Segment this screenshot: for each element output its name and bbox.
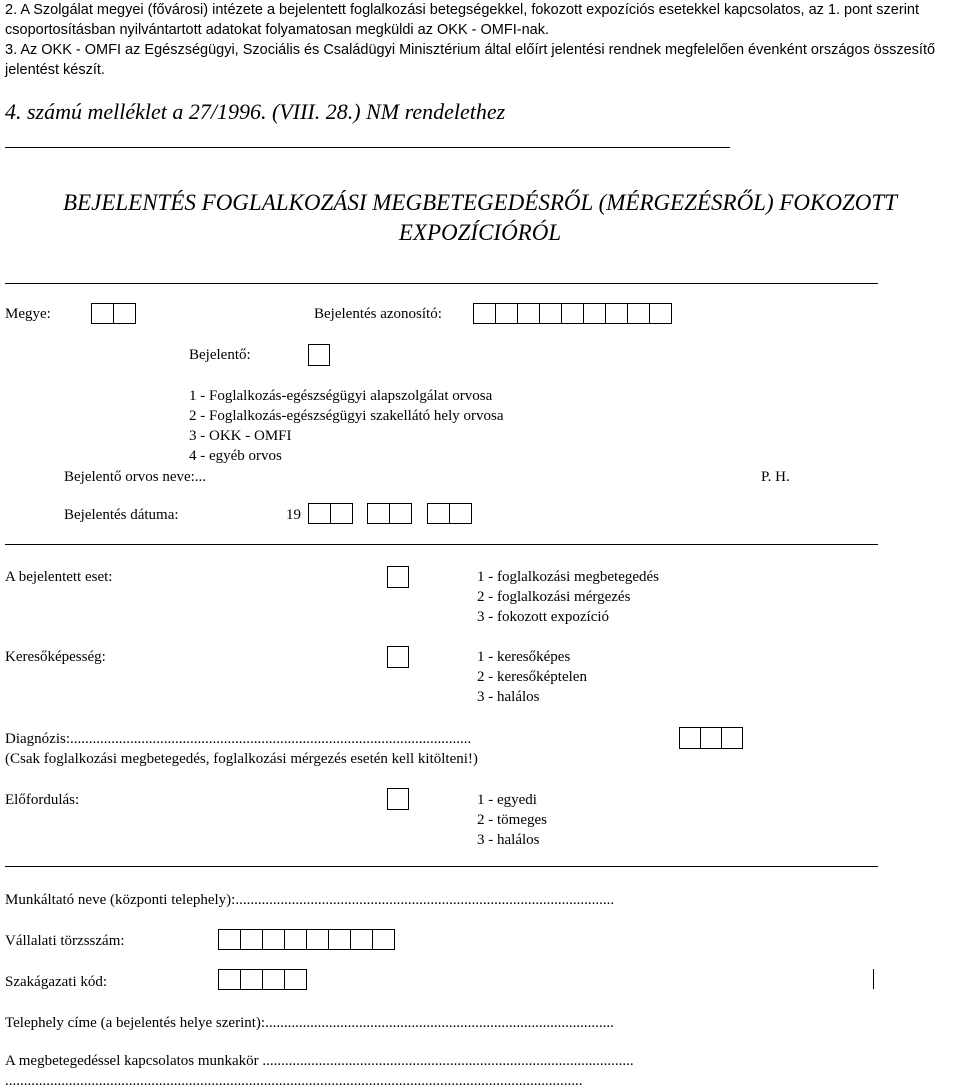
input-box[interactable]	[389, 503, 412, 524]
intro-paragraph-3: 3. Az OKK - OMFI az Egészségügyi, Szociális és Családügyi Minisztérium által előírt jelentési rendnek megfelelően évenként országos összesítő jelentést készít.	[5, 42, 936, 78]
ph-label: P. H.	[761, 469, 790, 485]
input-box[interactable]	[367, 503, 390, 524]
report-id-label: Bejelentés azonosító:	[314, 306, 442, 322]
capacity-box[interactable]	[387, 646, 408, 668]
reporter-box[interactable]	[308, 344, 329, 366]
continuation-dots: ..........................................................................................................................................................	[5, 1073, 583, 1089]
section-divider	[5, 866, 878, 867]
title-divider	[5, 283, 878, 284]
report-date-label: Bejelentés dátuma:	[64, 507, 179, 523]
month-boxes[interactable]	[367, 503, 411, 524]
employer-name-label: Munkáltató neve (központi telephely):.....................................................................................................	[5, 892, 615, 908]
input-box[interactable]	[113, 303, 136, 324]
case-label: A bejelentett eset:	[5, 569, 113, 585]
input-box[interactable]	[240, 929, 263, 950]
job-label: A megbetegedéssel kapcsolatos munkakör ...................................................................................................	[5, 1053, 634, 1069]
reporter-option-3: 3 - OKK - OMFI	[189, 428, 292, 444]
reporter-option-2: 2 - Foglalkozás-egészségügyi szakellátó hely orvosa	[189, 408, 504, 424]
doctor-name-label: Bejelentő orvos neve:...	[64, 469, 207, 485]
year-prefix: 19	[286, 507, 301, 523]
input-box[interactable]	[700, 727, 722, 749]
case-option-2: 2 - foglalkozási mérgezés	[477, 589, 631, 605]
section-divider	[5, 544, 878, 545]
reporter-option-4: 4 - egyéb orvos	[189, 448, 282, 464]
case-option-3: 3 - fokozott expozíció	[477, 609, 610, 625]
margin-mark	[873, 969, 874, 989]
input-box[interactable]	[387, 646, 409, 668]
reporter-label: Bejelentő:	[189, 347, 251, 363]
diagnosis-note: (Csak foglalkozási megbetegedés, foglalkozási mérgezés esetén kell kitölteni!)	[5, 751, 478, 767]
input-box[interactable]	[308, 503, 331, 524]
occurrence-box[interactable]	[387, 788, 408, 810]
occurrence-option-3: 3 - halálos	[477, 832, 540, 848]
day-boxes[interactable]	[427, 503, 471, 524]
input-box[interactable]	[627, 303, 650, 324]
input-box[interactable]	[306, 929, 329, 950]
input-box[interactable]	[427, 503, 450, 524]
company-reg-boxes[interactable]	[218, 929, 394, 950]
capacity-label: Keresőképesség:	[5, 649, 106, 665]
input-box[interactable]	[721, 727, 743, 749]
industry-code-boxes[interactable]	[218, 969, 306, 990]
input-box[interactable]	[605, 303, 628, 324]
report-id-boxes[interactable]	[473, 303, 671, 324]
capacity-option-2: 2 - keresőképtelen	[477, 669, 587, 685]
site-address-label: Telephely címe (a bejelentés helye szerint):.............................................................................................	[5, 1015, 614, 1031]
diagnosis-label: Diagnózis:...........................................................................................................	[5, 731, 472, 747]
capacity-option-3: 3 - halálos	[477, 689, 540, 705]
input-box[interactable]	[583, 303, 606, 324]
input-box[interactable]	[539, 303, 562, 324]
input-box[interactable]	[387, 788, 409, 810]
occurrence-option-1: 1 - egyedi	[477, 792, 537, 808]
input-box[interactable]	[649, 303, 672, 324]
input-box[interactable]	[679, 727, 701, 749]
input-box[interactable]	[387, 566, 409, 588]
county-label: Megye:	[5, 306, 51, 322]
input-box[interactable]	[262, 969, 285, 990]
input-box[interactable]	[473, 303, 496, 324]
input-box[interactable]	[308, 344, 330, 366]
input-box[interactable]	[218, 969, 241, 990]
year-boxes[interactable]	[308, 503, 352, 524]
case-box[interactable]	[387, 566, 408, 588]
input-box[interactable]	[517, 303, 540, 324]
form-title: BEJELENTÉS FOGLALKOZÁSI MEGBETEGEDÉSRŐL (MÉRGEZÉSRŐL) FOKOZOTT EXPOZÍCIÓRÓL	[63, 190, 897, 245]
capacity-option-1: 1 - keresőképes	[477, 649, 571, 665]
input-box[interactable]	[350, 929, 373, 950]
intro-text	[5, 1, 960, 80]
input-box[interactable]	[330, 503, 353, 524]
case-option-1: 1 - foglalkozási megbetegedés	[477, 569, 660, 585]
annex-divider	[5, 147, 730, 148]
industry-code-label: Szakágazati kód:	[5, 974, 108, 990]
input-box[interactable]	[328, 929, 351, 950]
intro-paragraph-2: 2. A Szolgálat megyei (fővárosi) intézete a bejelentett foglalkozási betegségekkel, fokozott expozíciós esetekkel kapcsolatos, az 1. pont szerint csoportosításban nyilvántartott adatokat folyamatosan megküldi az OKK - OMFI-nak.	[5, 2, 920, 38]
input-box[interactable]	[91, 303, 114, 324]
company-reg-label: Vállalati törzsszám:	[5, 933, 125, 949]
input-box[interactable]	[561, 303, 584, 324]
input-box[interactable]	[240, 969, 263, 990]
county-code-boxes[interactable]	[91, 303, 135, 324]
input-box[interactable]	[372, 929, 395, 950]
input-box[interactable]	[449, 503, 472, 524]
annex-heading: 4. számú melléklet a 27/1996. (VIII. 28.) NM rendelethez	[5, 99, 506, 124]
occurrence-option-2: 2 - tömeges	[477, 812, 547, 828]
reporter-option-1: 1 - Foglalkozás-egészségügyi alapszolgálat orvosa	[189, 388, 493, 404]
input-box[interactable]	[495, 303, 518, 324]
input-box[interactable]	[284, 929, 307, 950]
input-box[interactable]	[262, 929, 285, 950]
occurrence-label: Előfordulás:	[5, 792, 80, 808]
diagnosis-code-boxes[interactable]	[679, 727, 742, 749]
input-box[interactable]	[284, 969, 307, 990]
input-box[interactable]	[218, 929, 241, 950]
